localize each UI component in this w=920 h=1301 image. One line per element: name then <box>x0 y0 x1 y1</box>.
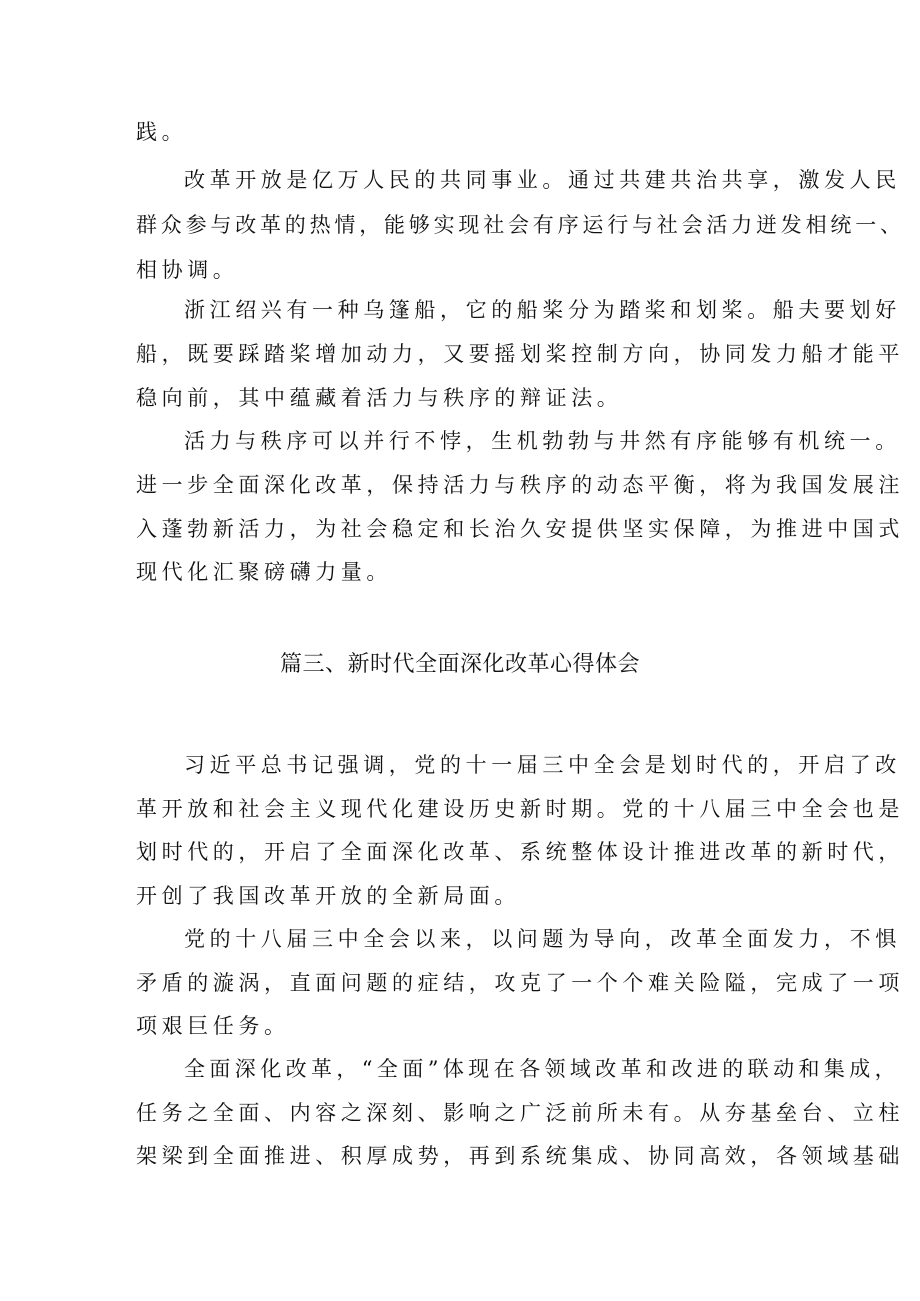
text-line: 全面深化改革，“全面”体现在各领域改革和改进的联动和集成， <box>184 1057 901 1081</box>
text-line: 架梁到全面推进、积厚成势，再到系统集成、协同高效，各领域基础 <box>136 1144 904 1168</box>
text-line: 划时代的，开启了全面深化改革、系统整体设计推进改革的新时代， <box>136 840 904 864</box>
text-line: 现代化汇聚磅礴力量。 <box>136 560 392 584</box>
text-line: 活力与秩序可以并行不悖，生机勃勃与井然有序能够有机统一。 <box>184 429 901 453</box>
text-line: 党的十八届三中全会以来，以问题为导向，改革全面发力，不惧 <box>184 927 901 951</box>
text-line: 浙江绍兴有一种乌篷船，它的船桨分为踏桨和划桨。船夫要划好 <box>184 298 901 322</box>
text-line: 相协调。 <box>136 258 239 282</box>
text-line: 稳向前，其中蕴藏着活力与秩序的辩证法。 <box>136 386 623 410</box>
text-line: 践。 <box>136 120 188 144</box>
text-line: 任务之全面、内容之深刻、影响之广泛前所未有。从夯基垒台、立柱 <box>136 1101 904 1125</box>
text-line: 项艰巨任务。 <box>136 1014 290 1038</box>
text-line: 习近平总书记强调，党的十一届三中全会是划时代的，开启了改 <box>184 753 901 777</box>
text-line: 群众参与改革的热情，能够实现社会有序运行与社会活力迸发相统一、 <box>136 213 905 237</box>
section-heading: 篇三、新时代全面深化改革心得体会 <box>279 652 640 677</box>
text-line: 船，既要踩踏桨增加动力，又要摇划桨控制方向，协同发力船才能平 <box>136 342 904 366</box>
text-line: 开创了我国改革开放的全新局面。 <box>136 884 520 908</box>
text-line: 入蓬勃新活力，为社会稳定和长治久安提供坚实保障，为推进中国式 <box>136 517 904 541</box>
text-line: 革开放和社会主义现代化建设历史新时期。党的十八届三中全会也是 <box>136 797 904 821</box>
text-line: 改革开放是亿万人民的共同事业。通过共建共治共享，激发人民 <box>184 168 901 192</box>
text-line: 进一步全面深化改革，保持活力与秩序的动态平衡，将为我国发展注 <box>136 473 904 497</box>
text-line: 矛盾的漩涡，直面问题的症结，攻克了一个个难关险隘，完成了一项 <box>136 971 904 995</box>
